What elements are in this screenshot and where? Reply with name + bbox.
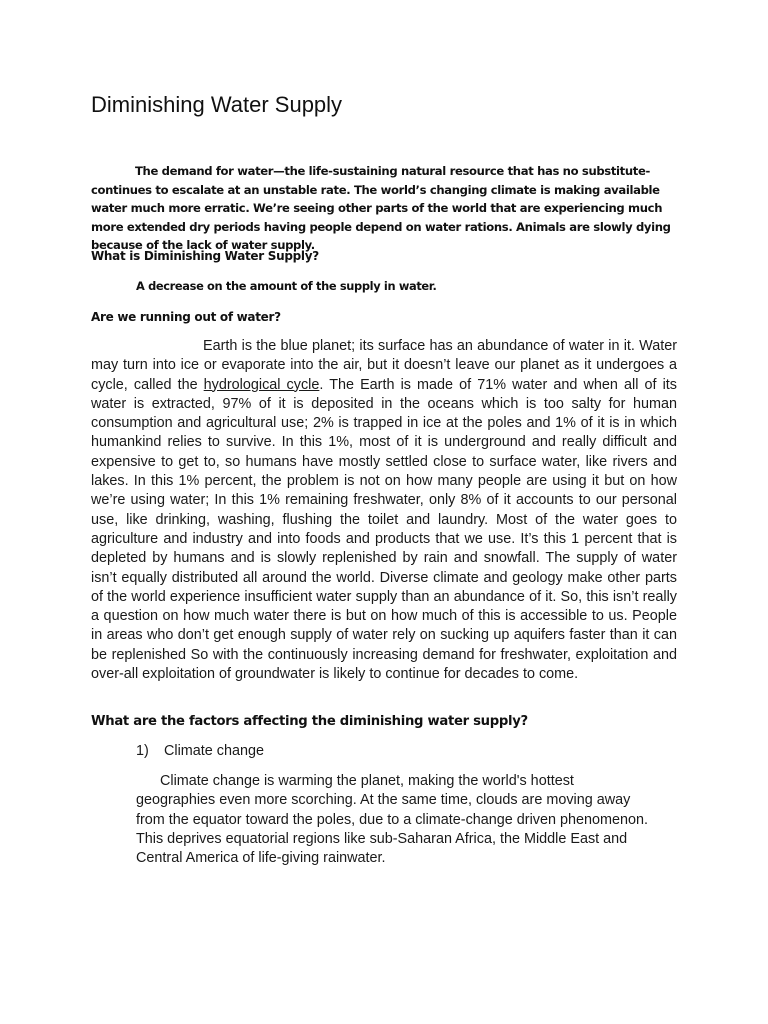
climate-change-paragraph	[136, 772, 656, 868]
factors-heading: What are the factors affecting the diminishing water supply?	[91, 714, 528, 729]
question-heading-running-out: Are we running out of water?	[91, 310, 281, 324]
paragraph-text-end: . The Earth is made of 71% water and when all of its water is extracted, 97% of it is deposited in the oceans which is too salty for human consumption and agricultural use; 2% is trapped in ice at the poles and 1% of it is in which humankind relies to survive. In this 1%, most of it is underground and really difficult and expensive to get to, so humans have mostly settled close to surface water, like rivers and lakes. In this 1% percent, the problem is not on how many people are using it but on how we’re using water; In this 1% remaining freshwater, only 8% of it accounts to our personal use, like drinking, washing, flushing the toilet and laundry. Most of the water goes to agriculture and industry and into foods and products that we use. It’s this 1 percent that is depleted by humans and is slowly replenished by rain and snowfall. The supply of water isn’t equally distributed all around the world. Diverse climate and geology make other parts of the world experience insufficient water supply than an abundance of it. So, this isn’t really a question on how much water there is but on how much of this is accessible to us. People in areas who don’t get enough supply of water rely on sucking up aquifers faster than it can be replenished So with the continuously increasing demand for freshwater, exploitation and over-all exploitation of groundwater is likely to continue for decades to come.	[91, 376, 677, 683]
climate-change-text: Climate change is warming the planet, making the world's hottest geographies even more scorching. At the same time, clouds are moving away from the equator toward the poles, due to a climate-change driven phenomenon. This deprives equatorial regions like sub-Saharan Africa, the Middle East and Central America of life-giving rainwater.	[136, 773, 648, 867]
intro-paragraph	[91, 162, 679, 255]
list-number: 1)	[136, 743, 149, 759]
paragraph-text-start: Earth is the blue planet; its surface has an abundance of water in it. Water may turn into ice or evaporate into the air, but it doesn’t leave our planet as it undergoes a cycle, called the	[91, 338, 677, 393]
factor-label: Climate change	[164, 743, 264, 759]
hydrological-cycle-link[interactable]: hydrological cycle	[203, 376, 320, 393]
question-heading-definition: What is Diminishing Water Supply?	[91, 249, 319, 263]
page-title: Diminishing Water Supply	[91, 92, 343, 117]
intro-text: The demand for water—the life-sustaining natural resource that has no substitute-continues to escalate at an unstable rate. The world’s changing climate is making available water much more erratic. We’re seeing other parts of the world that are experiencing much more extended dry periods having people depend on water rations. Animals are slowly dying because of the lack of water supply.	[91, 164, 671, 253]
factor-list-item	[136, 743, 264, 759]
definition-answer: A decrease on the amount of the supply in water.	[136, 279, 437, 293]
running-out-paragraph	[91, 337, 677, 684]
